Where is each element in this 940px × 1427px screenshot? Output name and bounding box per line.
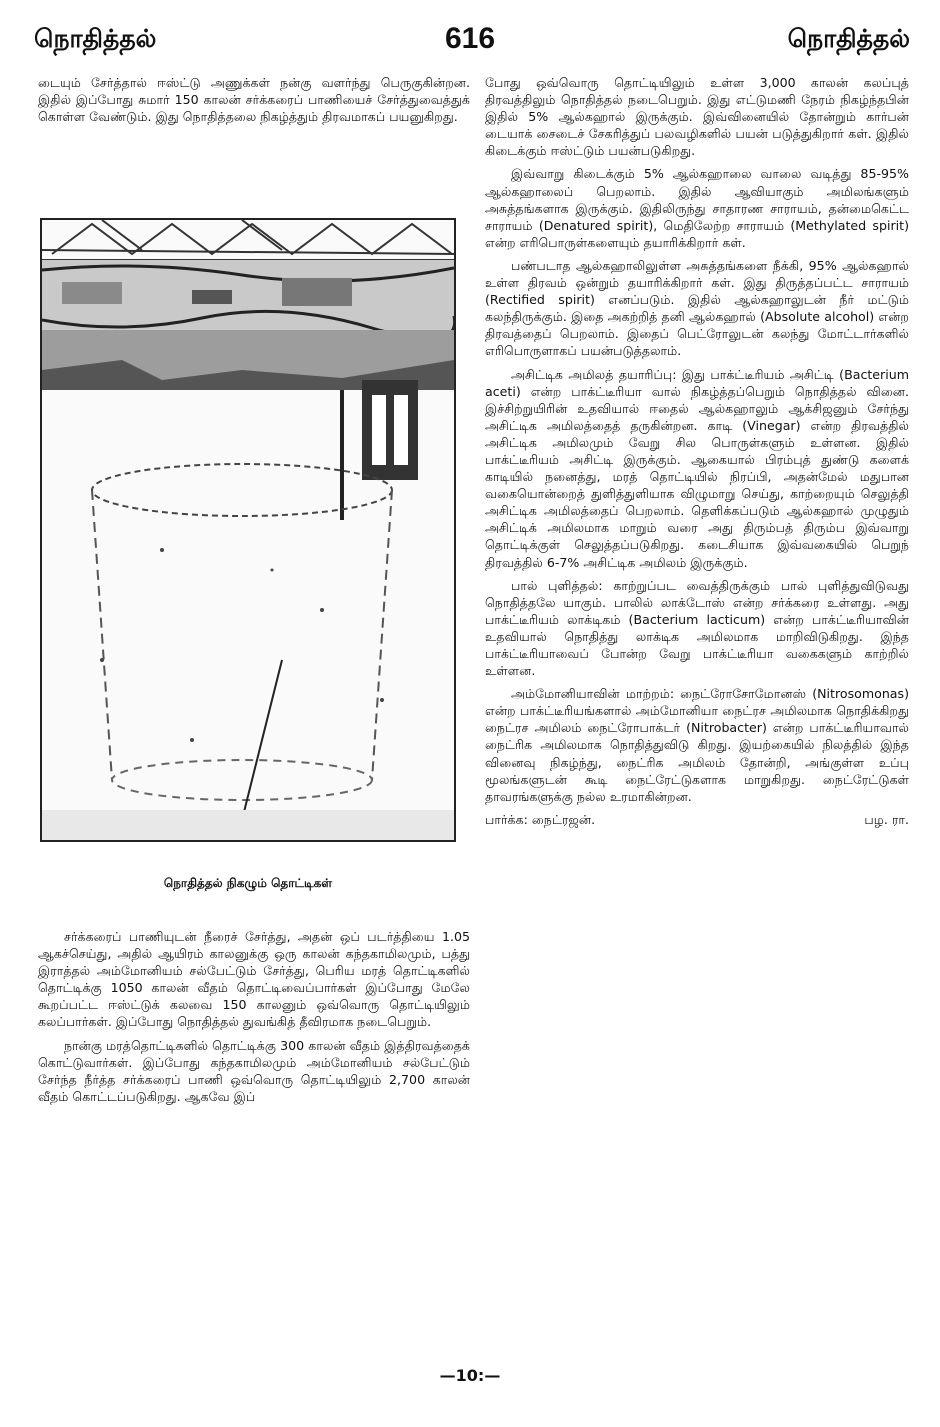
right-column bbox=[485, 74, 909, 828]
left-column-bottom bbox=[38, 928, 470, 1111]
right-paragraph-1: போது ஒவ்வொரு தொட்டியிலும் உள்ள 3,000 காலன் கலப்புத் திரவத்திலும் நொதித்தல் நடைபெறும். இது எட்டுமணி நேரம் நிகழ்ந்தபின் இதில் 5% ஆல்கஹால் இருக்கும். இவ்வினையில் தோன்றும் கார்பன் டையாக் சைடைச் சேகரித்துப் பலவழிகளில் பயன் படுத்துகிறார் கள். இதில் கிடைக்கும் ஈஸ்ட்டும் பயன்படுகிறது. bbox=[485, 75, 909, 159]
photo-illustration bbox=[42, 220, 454, 840]
right-paragraph-3: பண்படாத ஆல்கஹாலிலுள்ள அசுத்தங்களை நீக்கி, 95% ஆல்கஹால் உள்ள திரவம் ஒன்றும் தயாரிக்கிறார் கள். இது திருத்தப்பட்ட சாராயம் (Rectified spirit) எனப்படும். இதில் ஆல்கஹாலுடன் நீர் மட்டும் கலந்திருக்கும். இதை அகற்றித் தனி ஆல்கஹால் (Absolute alcohol) என்ற திரவத்தைப் பெறலாம். இதைப் பெட்ரோலுடன் கலந்து மோட்டார்களில் எரிபொருளாகப் பயன்படுத்தலாம். bbox=[485, 257, 909, 359]
right-paragraph-4: அசிட்டிக அமிலத் தயாரிப்பு: இது பாக்ட்டீரியம் அசிட்டி (Bacterium aceti) என்ற பாக்ட்டீரியா வால் நிகழ்த்தப்பெறும் நொதித்தல் வினை. இச்சிற்றுயிரின் உதவியால் ஈதைல் ஆல்கஹாலும் ஆக்சிஜனும் சேர்ந்து அசிட்டிக அமிலத்தைத் தருகின்றன. காடி (Vinegar) என்ற திரவத்தில் அசிட்டிக அமிலமும் வேறு சில பொருள்களும் உள்ளன. இதில் பாக்ட்டீரியம் அசிட்டி இருக்கும். ஆகையால் பிரம்புத் துண்டு களைக் காடியில் நனைத்து, மரத் தொட்டியில் நிரப்பி, அதன்மேல் மதுபான வகையொன்றைத் துளித்துளியாக விழுமாறு செய்து, காற்றையும் செலுத்தி அசிட்டிக அமிலத்தைப் பெறலாம். தெளிக்கப்படும் ஆல்கஹால் முழுதும் அசிட்டிக் அமிலமாக மாறும் வரை அது திரும்பத் திரும்ப இவ்வாறு தொட்டிக்குள் செலுத்தப்படுகிறது. கடைசியாக இவ்வகையில் பெறுந் திரவத்தில் 6-7% அசிட்டிக அமிலம் இருக்கும். bbox=[485, 366, 909, 570]
page-number: 616 bbox=[444, 22, 496, 55]
left-paragraph-3: நான்கு மரத்தொட்டிகளில் தொட்டிக்கு 300 காலன் வீதம் இத்திரவத்தைக் கொட்டுவார்கள். இப்போது கந்தகாமிலமும் அம்மோனியம் சல்பேட்டும் சேர்ந்த நீர்த்த சர்க்கரைப் பாணி ஒவ்வொரு தொட்டியிலும் 2,700 காலன் வீதம் கொட்டப்படுகிறது. ஆகவே இப் bbox=[38, 1037, 470, 1104]
left-paragraph-1: டையும் சேர்த்தால் ஈஸ்ட்டு அணுக்கள் நன்கு வளர்ந்து பெருகுகின்றன. இதில் இப்போது சுமார் 150 காலன் சர்க்கரைப் பாணியைச் சேர்த்துவைத்துக் கொள்ள வேண்டும். இது நொதித்தலை நிகழ்த்தும் திரவமாகப் பயனுகிறது. bbox=[38, 75, 470, 125]
right-paragraph-2: இவ்வாறு கிடைக்கும் 5% ஆல்கஹாலை வாலை வடித்து 85-95% ஆல்கஹாலைப் பெறலாம். இதில் ஆவியாகும் அமிலங்களும் அசுத்தங்களாக இருக்கும். இதிலிருந்து சாதாரண சாராயம், தன்மைகெட்ட சாராயம் (Denatured spirit), மெதிலேற்ற சாராயம் (Methylated spirit) என்ற எரிபொருள்களையும் தயாரிக்கிறார் கள். bbox=[485, 166, 909, 250]
left-paragraph-2: சர்க்கரைப் பாணியுடன் நீரைச் சேர்த்து, அதன் ஒப் படர்த்தியை 1.05 ஆகச்செய்து, அதில் ஆயிரம் காலனுக்கு ஒரு காலன் கந்தகாமிலமும், பத்து இராத்தல் அம்மோனியம் சல்பேட்டும் சேர்த்து, பெரிய மரத் தொட்டிகளில் தொட்டிக்கு 1050 காலன் வீதம் தொட்டிவைப்பார்கள் இப்போது மேலே கூறப்பட்ட ஈஸ்ட்டுக் கலவை 150 காலனும் ஒவ்வொரு தொட்டியிலும் கலப்பார்கள். இப்போது நொதித்தல் துவங்கித் தீவிரமாக நடைபெறும். bbox=[38, 929, 470, 1030]
article-signature bbox=[485, 811, 909, 828]
footer-signature-mark: —10:— bbox=[439, 1366, 501, 1385]
fermentation-tanks-photo bbox=[40, 218, 456, 842]
header-left-title: நொதித்தல் bbox=[34, 24, 157, 53]
see-also-reference: பார்க்க: நைட்ரஜன். bbox=[485, 811, 596, 827]
header-right-title: நொதித்தல் bbox=[787, 24, 910, 53]
right-paragraph-5: பால் புளித்தல்: காற்றுப்பட வைத்திருக்கும் பால் புளித்துவிடுவது நொதித்தலே யாகும். பாலில் லாக்டோஸ் என்ற சர்க்கரை உள்ளது. அது பாக்ட்டீரியம் லாக்டிகம் (Bacterium lacticum) என்ற பாக்ட்டீரியாவின் உதவியால் நொதித்து லாக்டிக அமிலமாக மாறிவிடுகிறது. இந்த பாக்ட்டீரியாவைப் போன்ற வேறு பாக்ட்டீரியா வகைகளும் காற்றில் உள்ளன. bbox=[485, 577, 909, 679]
photo-caption: நொதித்தல் நிகழும் தொட்டிகள் bbox=[163, 876, 333, 890]
left-column-top bbox=[38, 74, 470, 131]
right-paragraph-6: அம்மோனியாவின் மாற்றம்: நைட்ரோசோமோனஸ் (Nitrosomonas) என்ற பாக்ட்டீரியங்களால் அம்மோனியா நைட்ரச அமிலமாக நொதிக்கிறது நைட்ரச அமிலம் நைட்ரோபாக்டர் (Nitrobacter) என்ற பாக்ட்டீரியாவால் நைட்ரிக அமிலமாக நொதித்துவிடு கிறது. இயற்கையில் நிலத்தில் இந்த வினைவு நிகழ்ந்து, நைட்ரிக அமிலம் தோன்றி, அங்குள்ள உப்பு மூலங்களுடன் கூடி நைட்ரேட்டுகளாக மாறுகிறது. நைட்ரேட்டுகள் தாவரங்களுக்கு நல்ல உரமாகின்றன. bbox=[485, 686, 909, 804]
page-header bbox=[0, 0, 940, 70]
author-initials: பழ. ரா. bbox=[864, 811, 909, 827]
